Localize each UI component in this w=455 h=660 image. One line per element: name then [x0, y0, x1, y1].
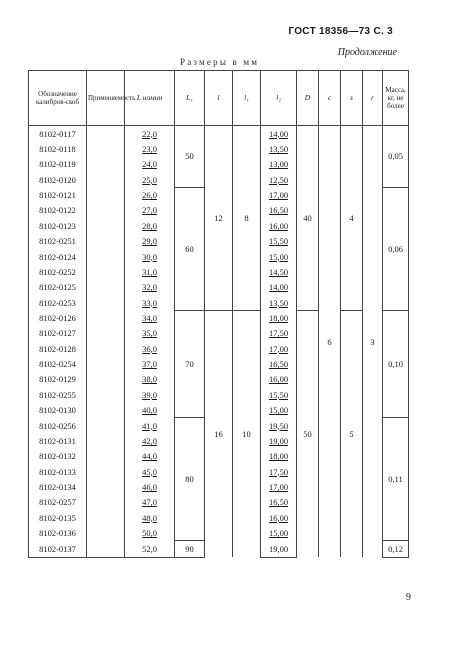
l2-cell: 16,50: [261, 495, 297, 510]
continuation-note: Продолжение: [337, 47, 397, 58]
applicability-cell: [87, 433, 125, 448]
designation-cell: 8102-0135: [29, 510, 87, 525]
l1-small-cell: 8: [233, 126, 261, 311]
d-cell: 40: [297, 126, 319, 311]
l-nom-cell: 34,0: [125, 310, 175, 325]
l-nom-cell: 30,0: [125, 249, 175, 264]
l2-cell: 17,50: [261, 464, 297, 479]
l2-cell: 16,50: [261, 203, 297, 218]
mass-cell: 0,06: [383, 187, 409, 310]
s-cell: 4: [341, 126, 363, 311]
d-cell: 50: [297, 310, 319, 557]
designation-cell: 8102-0132: [29, 449, 87, 464]
applicability-cell: [87, 418, 125, 433]
designation-cell: 8102-0124: [29, 249, 87, 264]
l2-cell: 17,50: [261, 326, 297, 341]
gauge-table-wrapper: [28, 70, 408, 558]
l-nom-cell: 48,0: [125, 510, 175, 525]
mass-cell: 0,05: [383, 126, 409, 188]
applicability-cell: [87, 126, 125, 142]
col-header-d: D: [297, 71, 319, 126]
mass-cell: 0,10: [383, 310, 409, 418]
applicability-cell: [87, 218, 125, 233]
applicability-cell: [87, 449, 125, 464]
col-header-c: c: [319, 71, 341, 126]
gauge-table: [28, 70, 409, 558]
l2-cell: 14,50: [261, 264, 297, 279]
l2-cell: 14,00: [261, 126, 297, 142]
designation-cell: 8102-0254: [29, 356, 87, 371]
applicability-cell: [87, 356, 125, 371]
col-header-l: l: [205, 71, 233, 126]
designation-cell: 8102-0119: [29, 157, 87, 172]
l-nom-cell: 52,0: [125, 541, 175, 557]
l2-cell: 13,00: [261, 157, 297, 172]
l2-cell: 15,50: [261, 234, 297, 249]
designation-cell: 8102-0127: [29, 326, 87, 341]
applicability-cell: [87, 141, 125, 156]
l-nom-cell: 38,0: [125, 372, 175, 387]
designation-cell: 8102-0251: [29, 234, 87, 249]
designation-cell: 8102-0252: [29, 264, 87, 279]
col-header-r: r: [363, 71, 383, 126]
l-nom-cell: 42,0: [125, 433, 175, 448]
l-nom-cell: 39,0: [125, 387, 175, 402]
mass-cell: 0,12: [383, 541, 409, 557]
l-nom-cell: 47,0: [125, 495, 175, 510]
l-nom-cell: 28,0: [125, 218, 175, 233]
l2-cell: 13,50: [261, 141, 297, 156]
l1-cell: 90: [175, 541, 205, 557]
designation-cell: 8102-0256: [29, 418, 87, 433]
designation-cell: 8102-0130: [29, 402, 87, 417]
col-header-applicability: Применяемость: [87, 71, 125, 126]
l-nom-cell: 26,0: [125, 187, 175, 202]
applicability-cell: [87, 310, 125, 325]
l2-cell: 15,00: [261, 249, 297, 264]
l-nom-cell: 25,0: [125, 172, 175, 187]
l2-cell: 12,50: [261, 172, 297, 187]
applicability-cell: [87, 280, 125, 295]
applicability-cell: [87, 203, 125, 218]
l1-cell: 80: [175, 418, 205, 541]
l2-cell: 15,00: [261, 402, 297, 417]
applicability-cell: [87, 372, 125, 387]
applicability-cell: [87, 387, 125, 402]
l-nom-cell: 46,0: [125, 479, 175, 494]
applicability-cell: [87, 249, 125, 264]
l2-cell: 16,00: [261, 510, 297, 525]
col-header-s: s: [341, 71, 363, 126]
c-cell: 6: [319, 126, 341, 558]
l2-cell: 19,00: [261, 433, 297, 448]
applicability-cell: [87, 402, 125, 417]
l-nom-cell: 22,0: [125, 126, 175, 142]
applicability-cell: [87, 234, 125, 249]
table-row: [29, 126, 409, 142]
r-cell: 3: [363, 126, 383, 558]
designation-cell: 8102-0129: [29, 372, 87, 387]
l-cell: 12: [205, 126, 233, 311]
designation-cell: 8102-0125: [29, 280, 87, 295]
l2-cell: 17,00: [261, 479, 297, 494]
table-row: [29, 310, 409, 325]
designation-cell: 8102-0134: [29, 479, 87, 494]
designation-cell: 8102-0136: [29, 525, 87, 540]
l2-cell: 18,00: [261, 310, 297, 325]
applicability-cell: [87, 479, 125, 494]
applicability-cell: [87, 187, 125, 202]
standard-header: ГОСТ 18356—73 С. 3: [288, 26, 393, 37]
l-nom-cell: 23,0: [125, 141, 175, 156]
l2-cell: 16,00: [261, 218, 297, 233]
designation-cell: 8102-0257: [29, 495, 87, 510]
l2-cell: 16,00: [261, 372, 297, 387]
designation-cell: 8102-0131: [29, 433, 87, 448]
designation-cell: 8102-0253: [29, 295, 87, 310]
applicability-cell: [87, 157, 125, 172]
l2-cell: 15,00: [261, 525, 297, 540]
designation-cell: 8102-0133: [29, 464, 87, 479]
table-header-row: [29, 71, 409, 126]
col-header-mass: Масса, кг, не более: [383, 71, 409, 126]
l1-cell: 60: [175, 187, 205, 310]
col-header-l2: l₂: [261, 71, 297, 126]
l-nom-cell: 29,0: [125, 234, 175, 249]
applicability-cell: [87, 264, 125, 279]
l1-small-cell: 10: [233, 310, 261, 557]
l-nom-cell: 35,0: [125, 326, 175, 341]
applicability-cell: [87, 525, 125, 540]
col-header-l-nom: L номин: [125, 71, 175, 126]
l-nom-cell: 27,0: [125, 203, 175, 218]
l2-cell: 13,50: [261, 295, 297, 310]
page-number: 9: [406, 592, 411, 603]
designation-cell: 8102-0123: [29, 218, 87, 233]
dimensions-caption: Размеры в мм: [180, 57, 260, 67]
col-header-l1: L₁: [175, 71, 205, 126]
l-nom-cell: 31,0: [125, 264, 175, 279]
applicability-cell: [87, 541, 125, 557]
l-nom-cell: 44,0: [125, 449, 175, 464]
designation-cell: 8102-0128: [29, 341, 87, 356]
applicability-cell: [87, 341, 125, 356]
designation-cell: 8102-0121: [29, 187, 87, 202]
applicability-cell: [87, 464, 125, 479]
designation-cell: 8102-0126: [29, 310, 87, 325]
mass-cell: 0,11: [383, 418, 409, 541]
l2-cell: 19,00: [261, 541, 297, 557]
applicability-cell: [87, 326, 125, 341]
l-nom-cell: 41,0: [125, 418, 175, 433]
l-nom-cell: 50,0: [125, 525, 175, 540]
l-nom-cell: 37,0: [125, 356, 175, 371]
l2-cell: 18,00: [261, 449, 297, 464]
applicability-cell: [87, 295, 125, 310]
l2-cell: 19,50: [261, 418, 297, 433]
l-cell: 16: [205, 310, 233, 557]
applicability-cell: [87, 172, 125, 187]
s-cell: 5: [341, 310, 363, 557]
l-nom-cell: 24,0: [125, 157, 175, 172]
l1-cell: 50: [175, 126, 205, 188]
col-header-l1-small: l₁: [233, 71, 261, 126]
l2-cell: 17,00: [261, 341, 297, 356]
designation-cell: 8102-0120: [29, 172, 87, 187]
l-nom-cell: 33,0: [125, 295, 175, 310]
applicability-cell: [87, 510, 125, 525]
l2-cell: 15,50: [261, 387, 297, 402]
designation-cell: 8102-0255: [29, 387, 87, 402]
l-nom-cell: 32,0: [125, 280, 175, 295]
l-nom-cell: 36,0: [125, 341, 175, 356]
designation-cell: 8102-0117: [29, 126, 87, 142]
l-nom-cell: 40,0: [125, 402, 175, 417]
designation-cell: 8102-0118: [29, 141, 87, 156]
designation-cell: 8102-0137: [29, 541, 87, 557]
designation-cell: 8102-0122: [29, 203, 87, 218]
l1-cell: 70: [175, 310, 205, 418]
l-nom-cell: 45,0: [125, 464, 175, 479]
l2-cell: 16,50: [261, 356, 297, 371]
col-header-designation: Обозначение калибров-скоб: [29, 71, 87, 126]
l2-cell: 17,00: [261, 187, 297, 202]
applicability-cell: [87, 495, 125, 510]
l2-cell: 14,00: [261, 280, 297, 295]
